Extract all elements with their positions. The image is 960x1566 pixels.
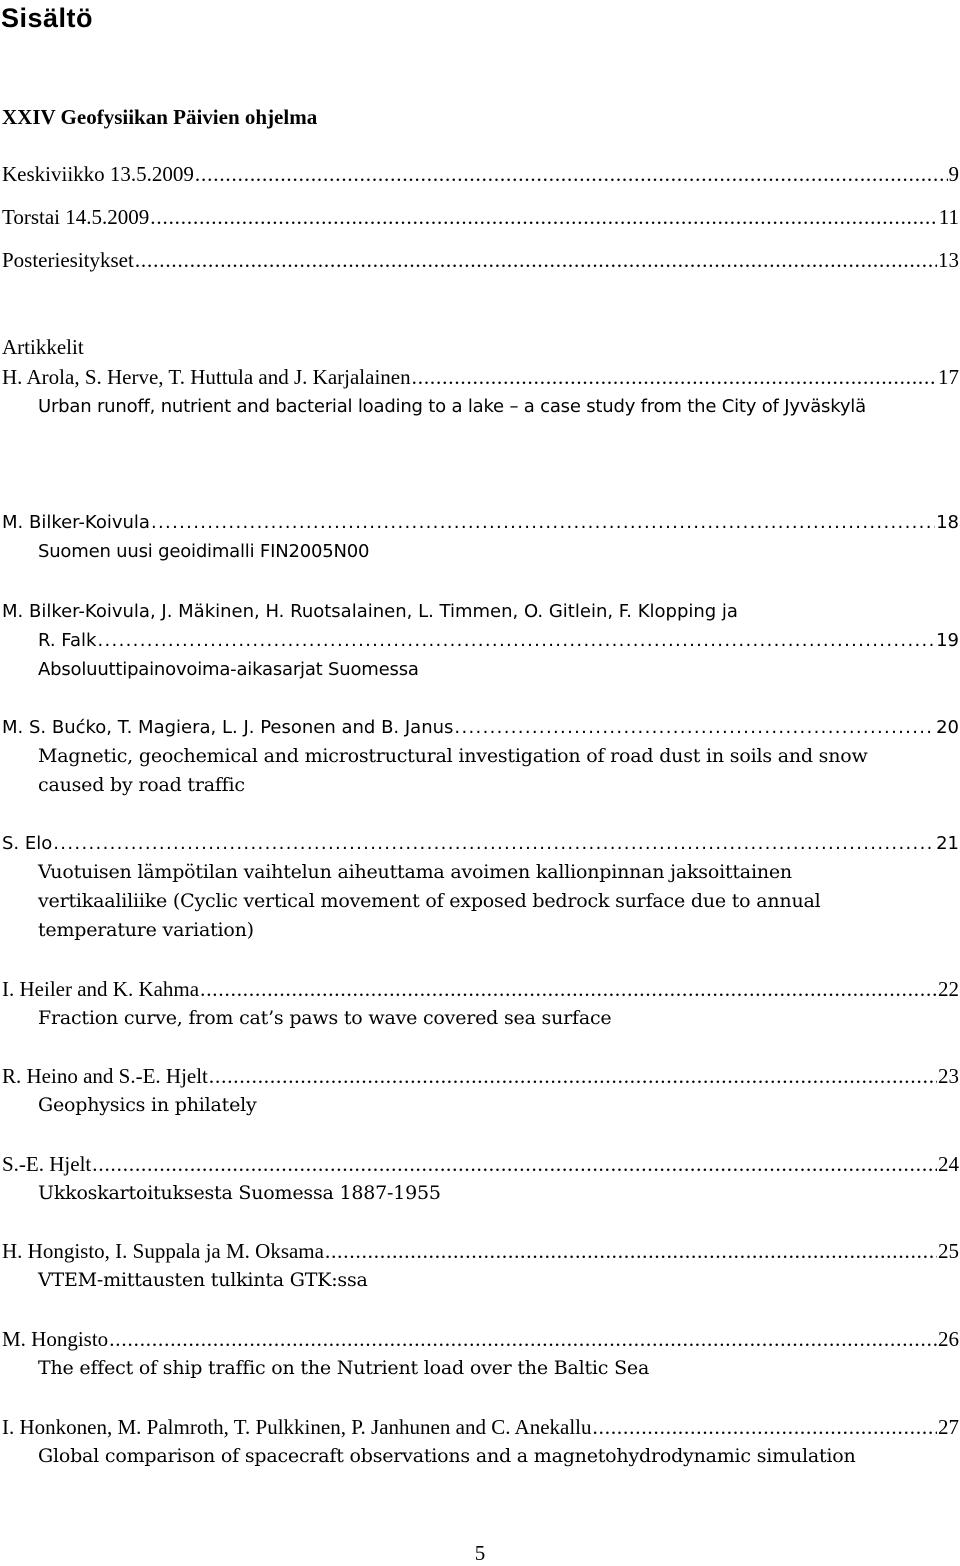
program-item-label: Torstai 14.5.2009 xyxy=(2,205,150,229)
entry-title: Vuotuisen lämpötilan vaihtelun aiheuttama avoimen kallionpinnan jaksoittainen vertikaaliliike (Cyclic vertical movement of exposed bedrock surface due to annual temperature variation) xyxy=(38,861,821,941)
toc-entry[interactable] xyxy=(2,508,959,566)
entry-authors: R. Heino and S.-E. Hjelt xyxy=(2,1064,208,1088)
dot-leader xyxy=(412,363,937,392)
entry-page: 25 xyxy=(938,1239,959,1263)
program-item-wednesday[interactable] xyxy=(2,160,959,189)
entry-authors: R. Falk xyxy=(38,630,97,651)
entry-authors: H. Hongisto, I. Suppala ja M. Oksama xyxy=(2,1239,324,1263)
entry-authors: M. S. Bućko, T. Magiera, L. J. Pesonen and B. Janus xyxy=(2,717,454,738)
program-item-page: 9 xyxy=(948,162,959,186)
entry-page: 27 xyxy=(938,1415,959,1439)
dot-leader xyxy=(97,626,935,655)
program-item-page: 11 xyxy=(938,205,959,229)
entry-page: 21 xyxy=(936,833,959,854)
entry-title: Magnetic, geochemical and microstructural investigation of road dust in soils and snow caused by road traffic xyxy=(38,745,868,796)
entry-authors: S. Elo xyxy=(2,833,53,854)
entry-title: Fraction curve, from cat’s paws to wave covered sea surface xyxy=(38,1007,612,1029)
page-number: 5 xyxy=(474,1541,486,1565)
dot-leader xyxy=(593,1413,937,1442)
dot-leader xyxy=(200,975,937,1004)
entry-title: Geophysics in philately xyxy=(38,1094,257,1116)
dot-leader xyxy=(195,160,948,189)
dot-leader xyxy=(135,246,937,275)
entry-page: 20 xyxy=(936,717,959,738)
dot-leader xyxy=(109,1325,937,1354)
program-item-label: Posteriesitykset xyxy=(2,248,134,272)
entry-page: 19 xyxy=(936,630,959,651)
program-item-page: 13 xyxy=(938,248,959,272)
entry-authors-line1: M. Bilker-Koivula, J. Mäkinen, H. Ruotsalainen, L. Timmen, O. Gitlein, F. Klopping ja xyxy=(2,601,738,622)
dot-leader xyxy=(150,203,937,232)
articles-section-title: Artikkelit xyxy=(2,335,84,359)
entry-authors: H. Arola, S. Herve, T. Huttula and J. Karjalainen xyxy=(2,365,411,389)
entry-page: 24 xyxy=(938,1152,959,1176)
entry-authors: I. Heiler and K. Kahma xyxy=(2,977,200,1001)
toc-entry[interactable] xyxy=(2,597,959,684)
program-section-title: XXIV Geofysiikan Päivien ohjelma xyxy=(2,105,318,129)
toc-entry[interactable] xyxy=(2,829,959,945)
dot-leader xyxy=(53,829,935,858)
toc-entry[interactable] xyxy=(2,975,959,1033)
entry-page: 26 xyxy=(938,1327,959,1351)
dot-leader xyxy=(209,1062,937,1091)
entry-authors: S.-E. Hjelt xyxy=(2,1152,92,1176)
entry-page: 18 xyxy=(936,512,959,533)
entry-page: 23 xyxy=(938,1064,959,1088)
entry-title: Suomen uusi geoidimalli FIN2005N00 xyxy=(38,541,370,562)
entry-authors: M. Hongisto xyxy=(2,1327,109,1351)
entry-title: Urban runoff, nutrient and bacterial loading to a lake – a case study from the City of Jyväskylä xyxy=(38,396,866,417)
entry-title: Ukkoskartoituksesta Suomessa 1887-1955 xyxy=(38,1182,441,1204)
entry-title: Absoluuttipainovoima-aikasarjat Suomessa xyxy=(38,659,419,680)
program-item-posters[interactable] xyxy=(2,246,959,275)
program-item-thursday[interactable] xyxy=(2,203,959,232)
entry-page: 22 xyxy=(938,977,959,1001)
entry-title: VTEM-mittausten tulkinta GTK:ssa xyxy=(38,1269,368,1291)
toc-entry[interactable] xyxy=(2,1237,959,1295)
dot-leader xyxy=(92,1150,937,1179)
toc-entry[interactable] xyxy=(2,1413,959,1471)
entry-authors: M. Bilker-Koivula xyxy=(2,512,150,533)
entry-title: The effect of ship traffic on the Nutrient load over the Baltic Sea xyxy=(38,1357,650,1379)
toc-entry[interactable] xyxy=(2,1062,959,1120)
program-item-label: Keskiviikko 13.5.2009 xyxy=(2,162,194,186)
dot-leader xyxy=(325,1237,937,1266)
entry-authors: I. Honkonen, M. Palmroth, T. Pulkkinen, P. Janhunen and C. Anekallu xyxy=(2,1415,592,1439)
toc-entry[interactable] xyxy=(2,1325,959,1383)
dot-leader xyxy=(454,713,935,742)
toc-entry[interactable] xyxy=(2,713,959,800)
entry-page: 17 xyxy=(938,365,959,389)
dot-leader xyxy=(151,508,935,537)
page-heading: Sisältö xyxy=(1,3,94,33)
entry-title: Global comparison of spacecraft observations and a magnetohydrodynamic simulation xyxy=(38,1445,856,1467)
toc-entry[interactable] xyxy=(2,363,959,421)
toc-entry[interactable] xyxy=(2,1150,959,1208)
